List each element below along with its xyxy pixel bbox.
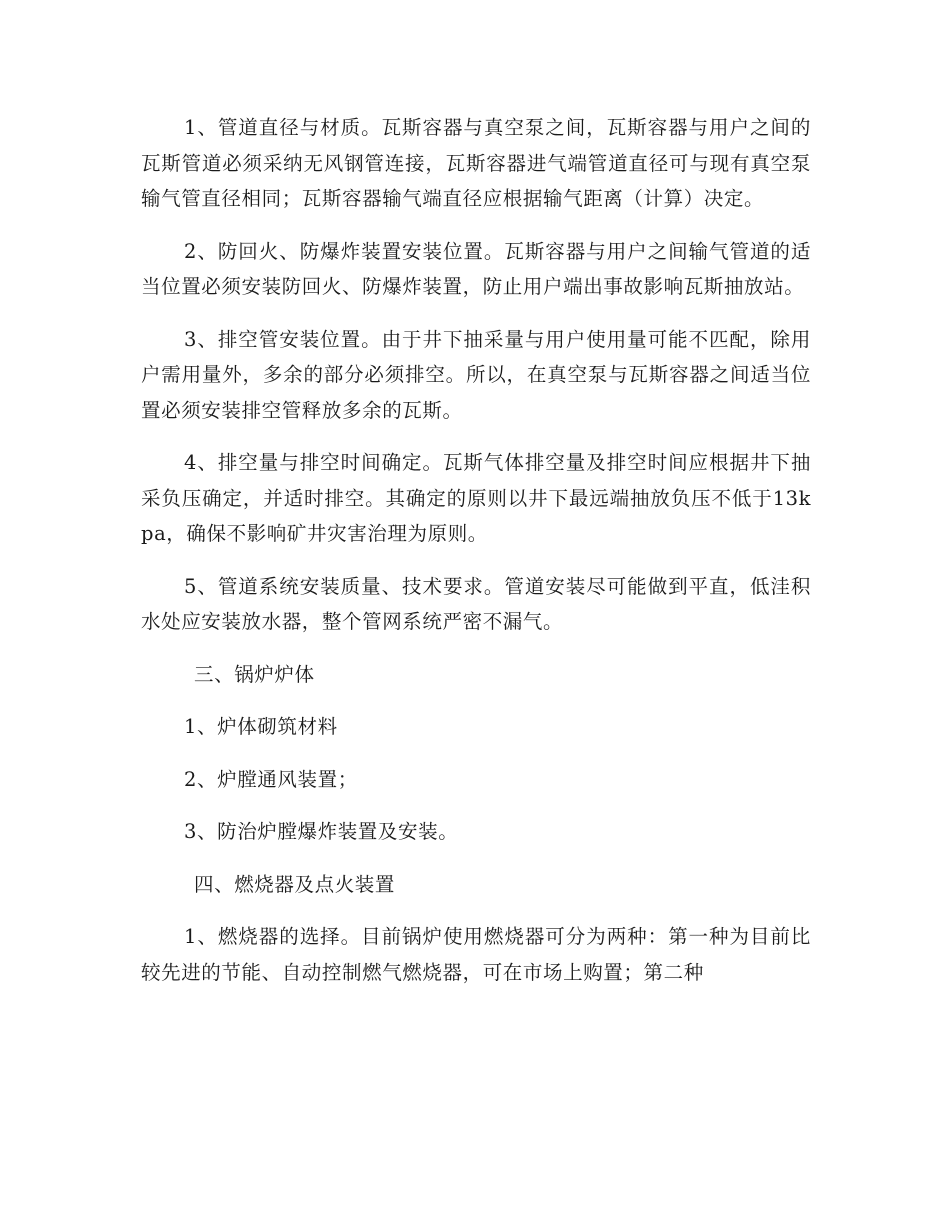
paragraph-pipe-diameter-material: 1、管道直径与材质。瓦斯容器与真空泵之间，瓦斯容器与用户之间的瓦斯管道必须采纳无风钢管连接，瓦斯容器进气端管道直径可与现有真空泵输气管直径相同；瓦斯容器输气端直径应根据输气距离（计算）决定。 [141, 116, 811, 210]
section-heading-boiler-body: 三、锅炉炉体 [194, 662, 315, 686]
section-heading-burner-ignition: 四、燃烧器及点火装置 [194, 872, 396, 896]
paragraph-burner-selection: 1、燃烧器的选择。目前锅炉使用燃烧器可分为两种：第一种为目前比较先进的节能、自动控制燃气燃烧器，可在市场上购置；第二种 [141, 925, 811, 984]
paragraph-furnace-ventilation: 2、炉膛通风装置； [184, 767, 358, 791]
paragraph-vent-pipe-position: 3、排空管安装位置。由于井下抽采量与用户使用量可能不匹配，除用户需用量外，多余的部分必须排空。所以，在真空泵与瓦斯容器之间适当位置必须安装排空管释放多余的瓦斯。 [141, 327, 811, 422]
document-body [141, 110, 811, 1007]
paragraph-furnace-material: 1、炉体砌筑材料 [184, 715, 338, 738]
paragraph-furnace-explosion-prevention: 3、防治炉膛爆炸装置及安装。 [184, 820, 459, 843]
paragraph-pipe-installation-quality: 5、管道系统安装质量、技术要求。管道安装尽可能做到平直，低洼积水处应安装放水器，整个管网系统严密不漏气。 [141, 574, 811, 633]
paragraph-vent-volume-time: 4、排空量与排空时间确定。瓦斯气体排空量及排空时间应根据井下抽采负压确定，并适时排空。其确定的原则以井下最远端抽放负压不低于13kpa，确保不影响矿井灾害治理为原则。 [141, 451, 811, 545]
paragraph-flashback-arrester-position: 2、防回火、防爆炸装置安装位置。瓦斯容器与用户之间输气管道的适当位置必须安装防回火、防爆炸装置，防止用户端出事故影响瓦斯抽放站。 [141, 239, 811, 298]
